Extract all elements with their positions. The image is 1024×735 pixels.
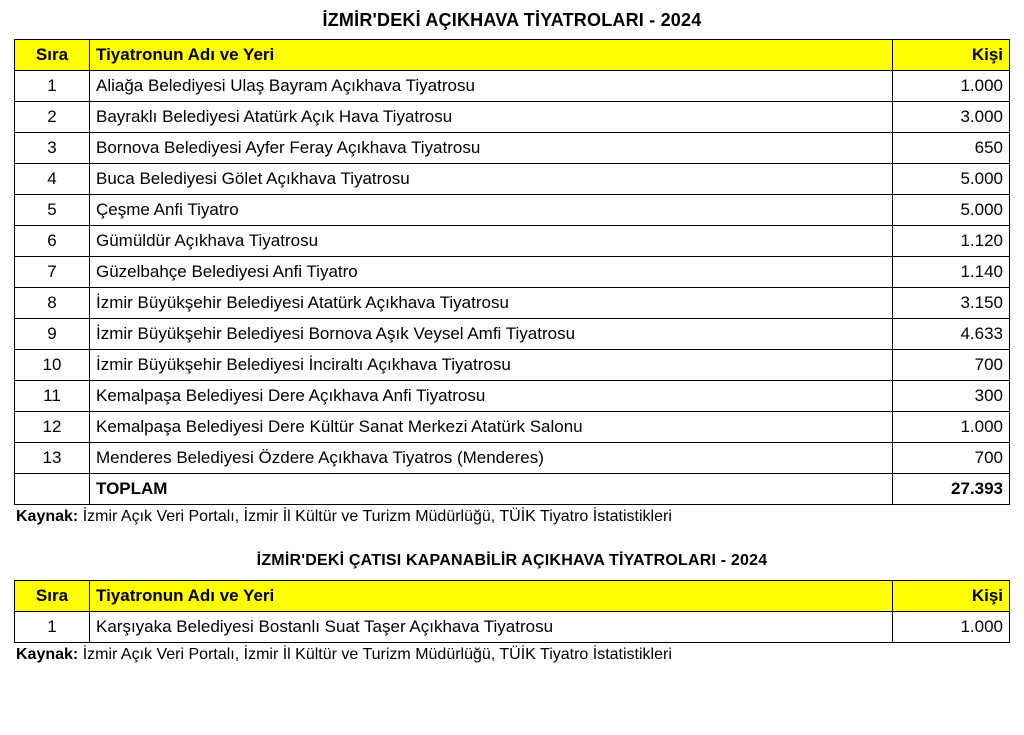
table-header-row — [15, 40, 1010, 71]
cell-kisi: 1.000 — [893, 412, 1010, 443]
cell-sira: 9 — [15, 319, 90, 350]
cell-name: Kemalpaşa Belediyesi Dere Kültür Sanat Merkezi Atatürk Salonu — [90, 412, 893, 443]
cell-kisi: 5.000 — [893, 164, 1010, 195]
table2-header — [15, 581, 1010, 612]
table-row — [15, 133, 1010, 164]
source-label: Kaynak: — [16, 508, 79, 525]
cell-name: İzmir Büyükşehir Belediyesi İnciraltı Açıkhava Tiyatrosu — [90, 350, 893, 381]
cell-kisi: 1.000 — [893, 71, 1010, 102]
cell-name: İzmir Büyükşehir Belediyesi Bornova Aşık Veysel Amfi Tiyatrosu — [90, 319, 893, 350]
table-body — [15, 71, 1010, 505]
table-row — [15, 257, 1010, 288]
second-section-title: İZMİR'DEKİ ÇATISI KAPANABİLİR AÇIKHAVA TİYATROLARI - 2024 — [256, 552, 768, 569]
table-row — [15, 102, 1010, 133]
cell-sira: 6 — [15, 226, 90, 257]
cell-name: Aliağa Belediyesi Ulaş Bayram Açıkhava Tiyatrosu — [90, 71, 893, 102]
cell-total-label: TOPLAM — [90, 474, 893, 505]
cell-name: İzmir Büyükşehir Belediyesi Atatürk Açıkhava Tiyatrosu — [90, 288, 893, 319]
table-row — [15, 443, 1010, 474]
table-row — [15, 195, 1010, 226]
cell-total-sira — [15, 474, 90, 505]
closable-roof-theaters-table — [14, 580, 1010, 643]
table-header — [15, 40, 1010, 71]
cell-sira: 1 — [15, 612, 90, 643]
column-header-kisi: Kişi — [893, 40, 1010, 71]
table-row — [15, 319, 1010, 350]
cell-kisi: 700 — [893, 350, 1010, 381]
column-header-sira: Sıra — [15, 581, 90, 612]
column-header-kisi: Kişi — [893, 581, 1010, 612]
cell-sira: 3 — [15, 133, 90, 164]
cell-sira: 2 — [15, 102, 90, 133]
cell-name: Buca Belediyesi Gölet Açıkhava Tiyatrosu — [90, 164, 893, 195]
cell-name: Bayraklı Belediyesi Atatürk Açık Hava Tiyatrosu — [90, 102, 893, 133]
cell-kisi: 4.633 — [893, 319, 1010, 350]
cell-sira: 12 — [15, 412, 90, 443]
cell-sira: 5 — [15, 195, 90, 226]
cell-sira: 8 — [15, 288, 90, 319]
cell-kisi: 650 — [893, 133, 1010, 164]
cell-name: Çeşme Anfi Tiyatro — [90, 195, 893, 226]
table2-header-row — [15, 581, 1010, 612]
cell-name: Bornova Belediyesi Ayfer Feray Açıkhava Tiyatrosu — [90, 133, 893, 164]
page-title: İZMİR'DEKİ AÇIKHAVA TİYATROLARI - 2024 — [322, 10, 702, 30]
cell-sira: 11 — [15, 381, 90, 412]
cell-sira: 7 — [15, 257, 90, 288]
cell-name: Karşıyaka Belediyesi Bostanlı Suat Taşer Açıkhava Tiyatrosu — [90, 612, 893, 643]
table-row — [15, 71, 1010, 102]
table-row — [15, 164, 1010, 195]
cell-sira: 1 — [15, 71, 90, 102]
cell-sira: 4 — [15, 164, 90, 195]
table-row — [15, 381, 1010, 412]
column-header-sira: Sıra — [15, 40, 90, 71]
table-row — [15, 350, 1010, 381]
cell-kisi: 1.000 — [893, 612, 1010, 643]
table-row — [15, 412, 1010, 443]
cell-kisi: 700 — [893, 443, 1010, 474]
cell-name: Güzelbahçe Belediyesi Anfi Tiyatro — [90, 257, 893, 288]
cell-total-kisi: 27.393 — [893, 474, 1010, 505]
source-note — [14, 508, 1010, 526]
source-text: İzmir Açık Veri Portalı, İzmir İl Kültür ve Turizm Müdürlüğü, TÜİK Tiyatro İstatistikleri — [78, 508, 672, 525]
cell-kisi: 3.000 — [893, 102, 1010, 133]
table2-body — [15, 612, 1010, 643]
source-text: İzmir Açık Veri Portalı, İzmir İl Kültür ve Turizm Müdürlüğü, TÜİK Tiyatro İstatistikleri — [78, 646, 672, 663]
column-header-name: Tiyatronun Adı ve Yeri — [90, 40, 893, 71]
cell-kisi: 1.120 — [893, 226, 1010, 257]
table-row — [15, 226, 1010, 257]
cell-sira: 10 — [15, 350, 90, 381]
cell-kisi: 3.150 — [893, 288, 1010, 319]
cell-kisi: 300 — [893, 381, 1010, 412]
source-label: Kaynak: — [16, 646, 79, 663]
column-header-name: Tiyatronun Adı ve Yeri — [90, 581, 893, 612]
cell-kisi: 5.000 — [893, 195, 1010, 226]
cell-name: Gümüldür Açıkhava Tiyatrosu — [90, 226, 893, 257]
cell-name: Kemalpaşa Belediyesi Dere Açıkhava Anfi Tiyatrosu — [90, 381, 893, 412]
second-source-note — [14, 646, 1010, 664]
cell-sira: 13 — [15, 443, 90, 474]
cell-name: Menderes Belediyesi Özdere Açıkhava Tiyatros (Menderes) — [90, 443, 893, 474]
table-total-row — [15, 474, 1010, 505]
cell-kisi: 1.140 — [893, 257, 1010, 288]
table-row — [15, 288, 1010, 319]
table-row — [15, 612, 1010, 643]
theaters-table — [14, 39, 1010, 505]
